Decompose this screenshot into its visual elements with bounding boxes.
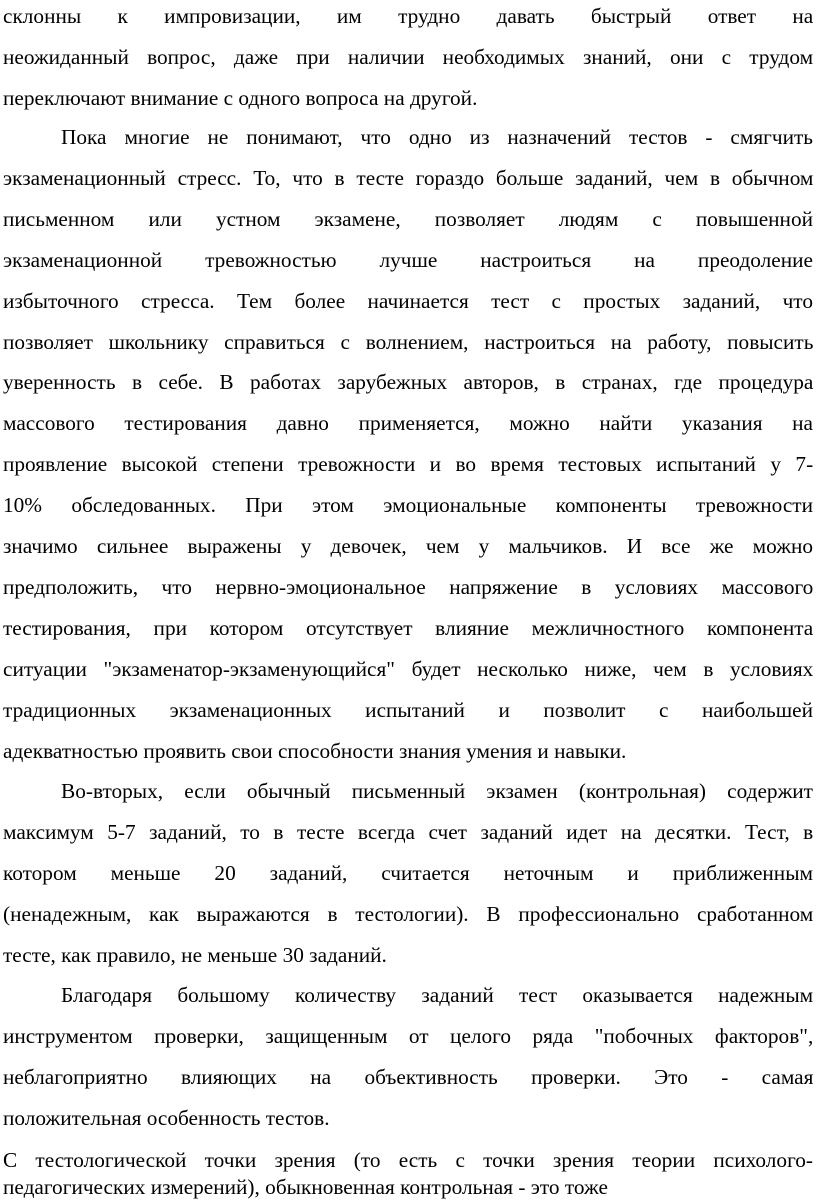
text-line: массового тестирования давно применяется, можно найти указания на	[3, 411, 813, 436]
text-line: адекватностью проявить свои способности знания умения и навыки.	[3, 738, 627, 763]
text-line: традиционных экзаменационных испытаний и позволит с наибольшей	[3, 697, 813, 722]
text-line: 10% обследованных. При этом эмоциональные компоненты тревожности	[3, 493, 813, 518]
paragraph-2	[3, 117, 813, 772]
text-line: Благодаря большому количеству заданий тест оказывается надежным	[61, 983, 814, 1007]
text-line: склонны к импровизации, им трудно давать быстрый ответ на	[3, 4, 814, 28]
paragraph-3	[3, 771, 813, 976]
text-line: неблагоприятно влияющих на объективность проверки. Это - самая	[3, 1064, 814, 1089]
text-line: экзаменационный стресс. То, что в тесте гораздо больше заданий, чем в обычном	[3, 165, 814, 190]
text-line: Пока многие не понимают, что одно из назначений тестов - смягчить	[61, 125, 813, 149]
text-line: значимо сильнее выражены у девочек, чем у мальчиков. И все же можно	[3, 534, 813, 559]
text-line: позволяет школьнику справиться с волнением, настроиться на работу, повысить	[3, 329, 814, 354]
text-line: (ненадежным, как выражаются в тестологии). В профессионально сработанном	[3, 901, 814, 926]
text-line: С тестологической точки зрения (то есть с точки зрения теории психолого-	[3, 1148, 814, 1172]
text-line: избыточного стресса. Тем более начинается тест с простых заданий, что	[3, 288, 813, 313]
text-line: экзаменационной тревожностью лучше настроиться на преодоление	[3, 247, 813, 272]
text-line: письменном или устном экзамене, позволяет людям с повышенной	[3, 206, 813, 231]
text-line: инструментом проверки, защищенным от целого ряда "побочных факторов",	[3, 1023, 814, 1048]
text-line: тесте, как правило, не меньше 30 заданий.	[3, 942, 387, 967]
text-line: максимум 5-7 заданий, то в тесте всегда счет заданий идет на десятки. Тест, в	[3, 819, 814, 844]
text-line: педагогических измерений), обыкновенная контрольная - это тоже	[3, 1175, 608, 1199]
text-line: Во-вторых, если обычный письменный экзамен (контрольная) содержит	[61, 779, 813, 803]
text-line: предположить, что нервно-эмоциональное напряжение в условиях массового	[3, 574, 814, 599]
text-line: проявление высокой степени тревожности и во время тестовых испытаний у 7-	[3, 452, 814, 477]
text-line: ситуации "экзаменатор-экзаменующийся" будет несколько ниже, чем в условиях	[3, 656, 814, 681]
text-line: положительная особенность тестов.	[3, 1105, 330, 1130]
text-line: тестирования, при котором отсутствует влияние межличностного компонента	[3, 615, 814, 640]
text-line: переключают внимание с одного вопроса на другой.	[3, 85, 478, 110]
paragraph-4	[3, 975, 813, 1139]
text-line: уверенность в себе. В работах зарубежных авторов, в странах, где процедура	[3, 370, 814, 395]
text-line: котором меньше 20 заданий, считается неточным и приближенным	[3, 860, 813, 885]
paragraph-5	[3, 1147, 813, 1201]
paragraph-1	[3, 0, 813, 119]
text-line: неожиданный вопрос, даже при наличии необходимых знаний, они с трудом	[3, 44, 814, 69]
